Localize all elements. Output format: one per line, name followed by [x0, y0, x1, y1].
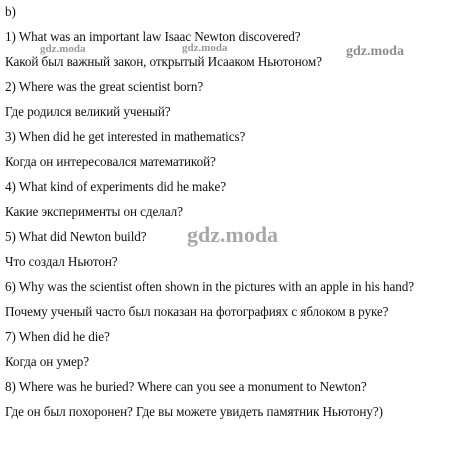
question-4-russian: Какие эксперименты он сделал?	[5, 204, 183, 219]
question-3-english: 3) When did he get interested in mathematics?	[5, 129, 246, 144]
question-6-russian: Почему ученый часто был показан на фотографиях с яблоком в руке?	[5, 304, 389, 319]
question-3-russian: Когда он интересовался математикой?	[5, 154, 216, 169]
question-8-russian: Где он был похоронен? Где вы можете увидеть памятник Ньютону?)	[5, 404, 383, 419]
question-7-english: 7) When did he die?	[5, 329, 110, 344]
question-2-russian: Где родился великий ученый?	[5, 104, 171, 119]
question-1-english: 1) What was an important law Isaac Newton discovered?	[5, 29, 301, 44]
question-2-english: 2) Where was the great scientist born?	[5, 79, 204, 94]
watermark-right: gdz.moda	[346, 44, 404, 59]
question-6-english: 6) Why was the scientist often shown in the pictures with an apple in his hand?	[5, 279, 415, 294]
question-7-russian: Когда он умер?	[5, 354, 89, 369]
question-8-english: 8) Where was he buried? Where can you see a monument to Newton?	[5, 379, 367, 394]
question-5-english: 5) What did Newton build?	[5, 229, 147, 244]
question-1-russian: Какой был важный закон, открытый Исааком Ньютоном?	[5, 54, 322, 69]
question-5-russian: Что создал Ньютон?	[5, 254, 118, 269]
watermark-middle: gdz.moda	[182, 42, 228, 54]
watermark-left: gdz.moda	[40, 43, 86, 55]
watermark-center: gdz.moda	[187, 222, 279, 247]
section-label: b)	[5, 4, 16, 19]
question-4-english: 4) What kind of experiments did he make?	[5, 179, 226, 194]
